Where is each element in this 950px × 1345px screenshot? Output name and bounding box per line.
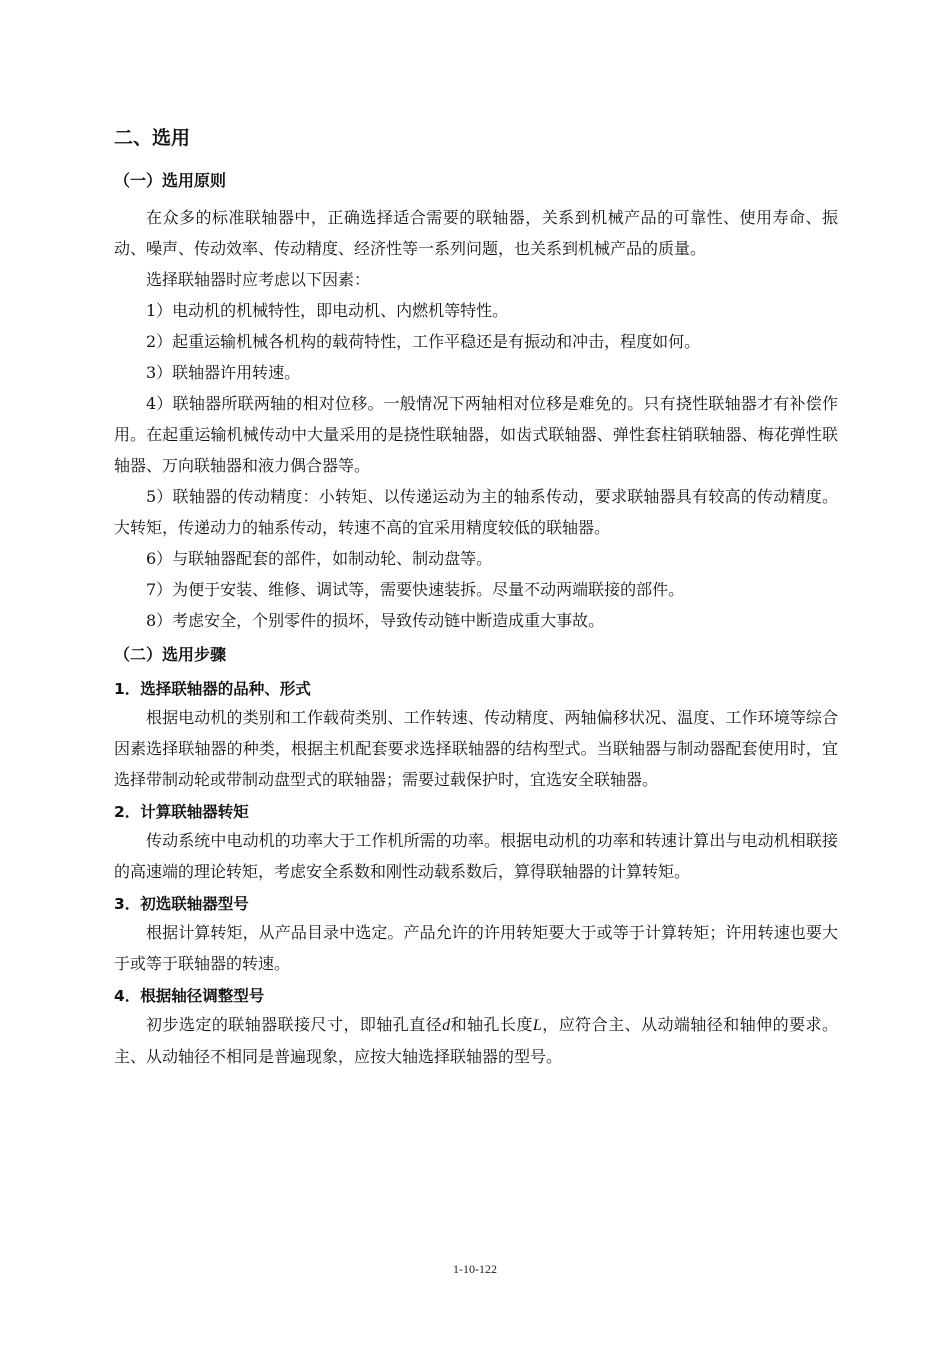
step-body: 根据计算转矩，从产品目录中选定。产品允许的许用转矩要大于或等于计算转矩；许用转速也要大于或等于联轴器的转速。 [114,923,838,973]
page-number: 1-10-122 [453,1262,497,1276]
intro-paragraph: 在众多的标准联轴器中，正确选择适合需要的联轴器，关系到机械产品的可靠性、使用寿命、振动、噪声、传动效率、传动精度、经济性等一系列问题，也关系到机械产品的质量。 [114,208,838,258]
step-title: 4．根据轴径调整型号 [114,987,265,1005]
factor-item: 2）起重运输机械各机构的载荷特性，工作平稳还是有振动和冲击，程度如何。 [146,332,701,351]
step-body: 根据电动机的类别和工作载荷类别、工作转速、传动精度、两轴偏移状况、温度、工作环境等综合因素选择联轴器的种类，根据主机配套要求选择联轴器的结构型式。当联轴器与制动器配套使用时，宜选择带制动轮或带制动盘型式的联轴器；需要过载保护时，宜选安全联轴器。 [114,708,838,789]
step-title: 2．计算联轴器转矩 [114,803,249,821]
section-title: 二、选用 [114,127,191,149]
page-content [114,124,838,1072]
variable-L: L [532,1017,542,1034]
step-body-text: ，应符合主、从动端轴径和轴伸的要求。主、从动轴径不相同是普遍现象，应按大轴选择联轴器的型号。 [114,1015,838,1066]
step-title: 1．选择联轴器的品种、形式 [114,680,311,698]
step-title: 3．初选联轴器型号 [114,895,249,913]
factor-item: 7）为便于安装、维修、调试等，需要快速装拆。尽量不动两端联接的部件。 [146,580,685,599]
factor-item: 4）联轴器所联两轴的相对位移。一般情况下两轴相对位移是难免的。只有挠性联轴器才有补偿作用。在起重运输机械传动中大量采用的是挠性联轴器，如齿式联轴器、弹性套柱销联轴器、梅花弹性联轴器、万向联轴器和液力偶合器等。 [114,394,838,475]
subsection-title-principles: （一）选用原则 [114,171,227,190]
step-body-text: 初步选定的联轴器联接尺寸，即轴孔直径 [146,1015,443,1034]
factor-item: 1）电动机的机械特性，即电动机、内燃机等特性。 [146,301,509,320]
subsection-title-steps: （二）选用步骤 [114,645,227,664]
step-body: 传动系统中电动机的功率大于工作机所需的功率。根据电动机的功率和转速计算出与电动机相联接的高速端的理论转矩，考虑安全系数和刚性动载系数后，算得联轴器的计算转矩。 [114,831,838,881]
factor-item: 6）与联轴器配套的部件，如制动轮、制动盘等。 [146,549,493,568]
factor-item: 3）联轴器许用转速。 [146,363,301,382]
factors-intro: 选择联轴器时应考虑以下因素： [146,270,371,289]
variable-d: d [442,1017,451,1034]
step-body [114,1009,838,1072]
factor-item: 5）联轴器的传动精度：小转矩、以传递运动为主的轴系传动，要求联轴器具有较高的传动精度。大转矩，传递动力的轴系传动，转速不高的宜采用精度较低的联轴器。 [114,487,838,537]
step-body-text: 和轴孔长度 [450,1015,533,1034]
factor-item: 8）考虑安全，个别零件的损坏，导致传动链中断造成重大事故。 [146,611,605,630]
